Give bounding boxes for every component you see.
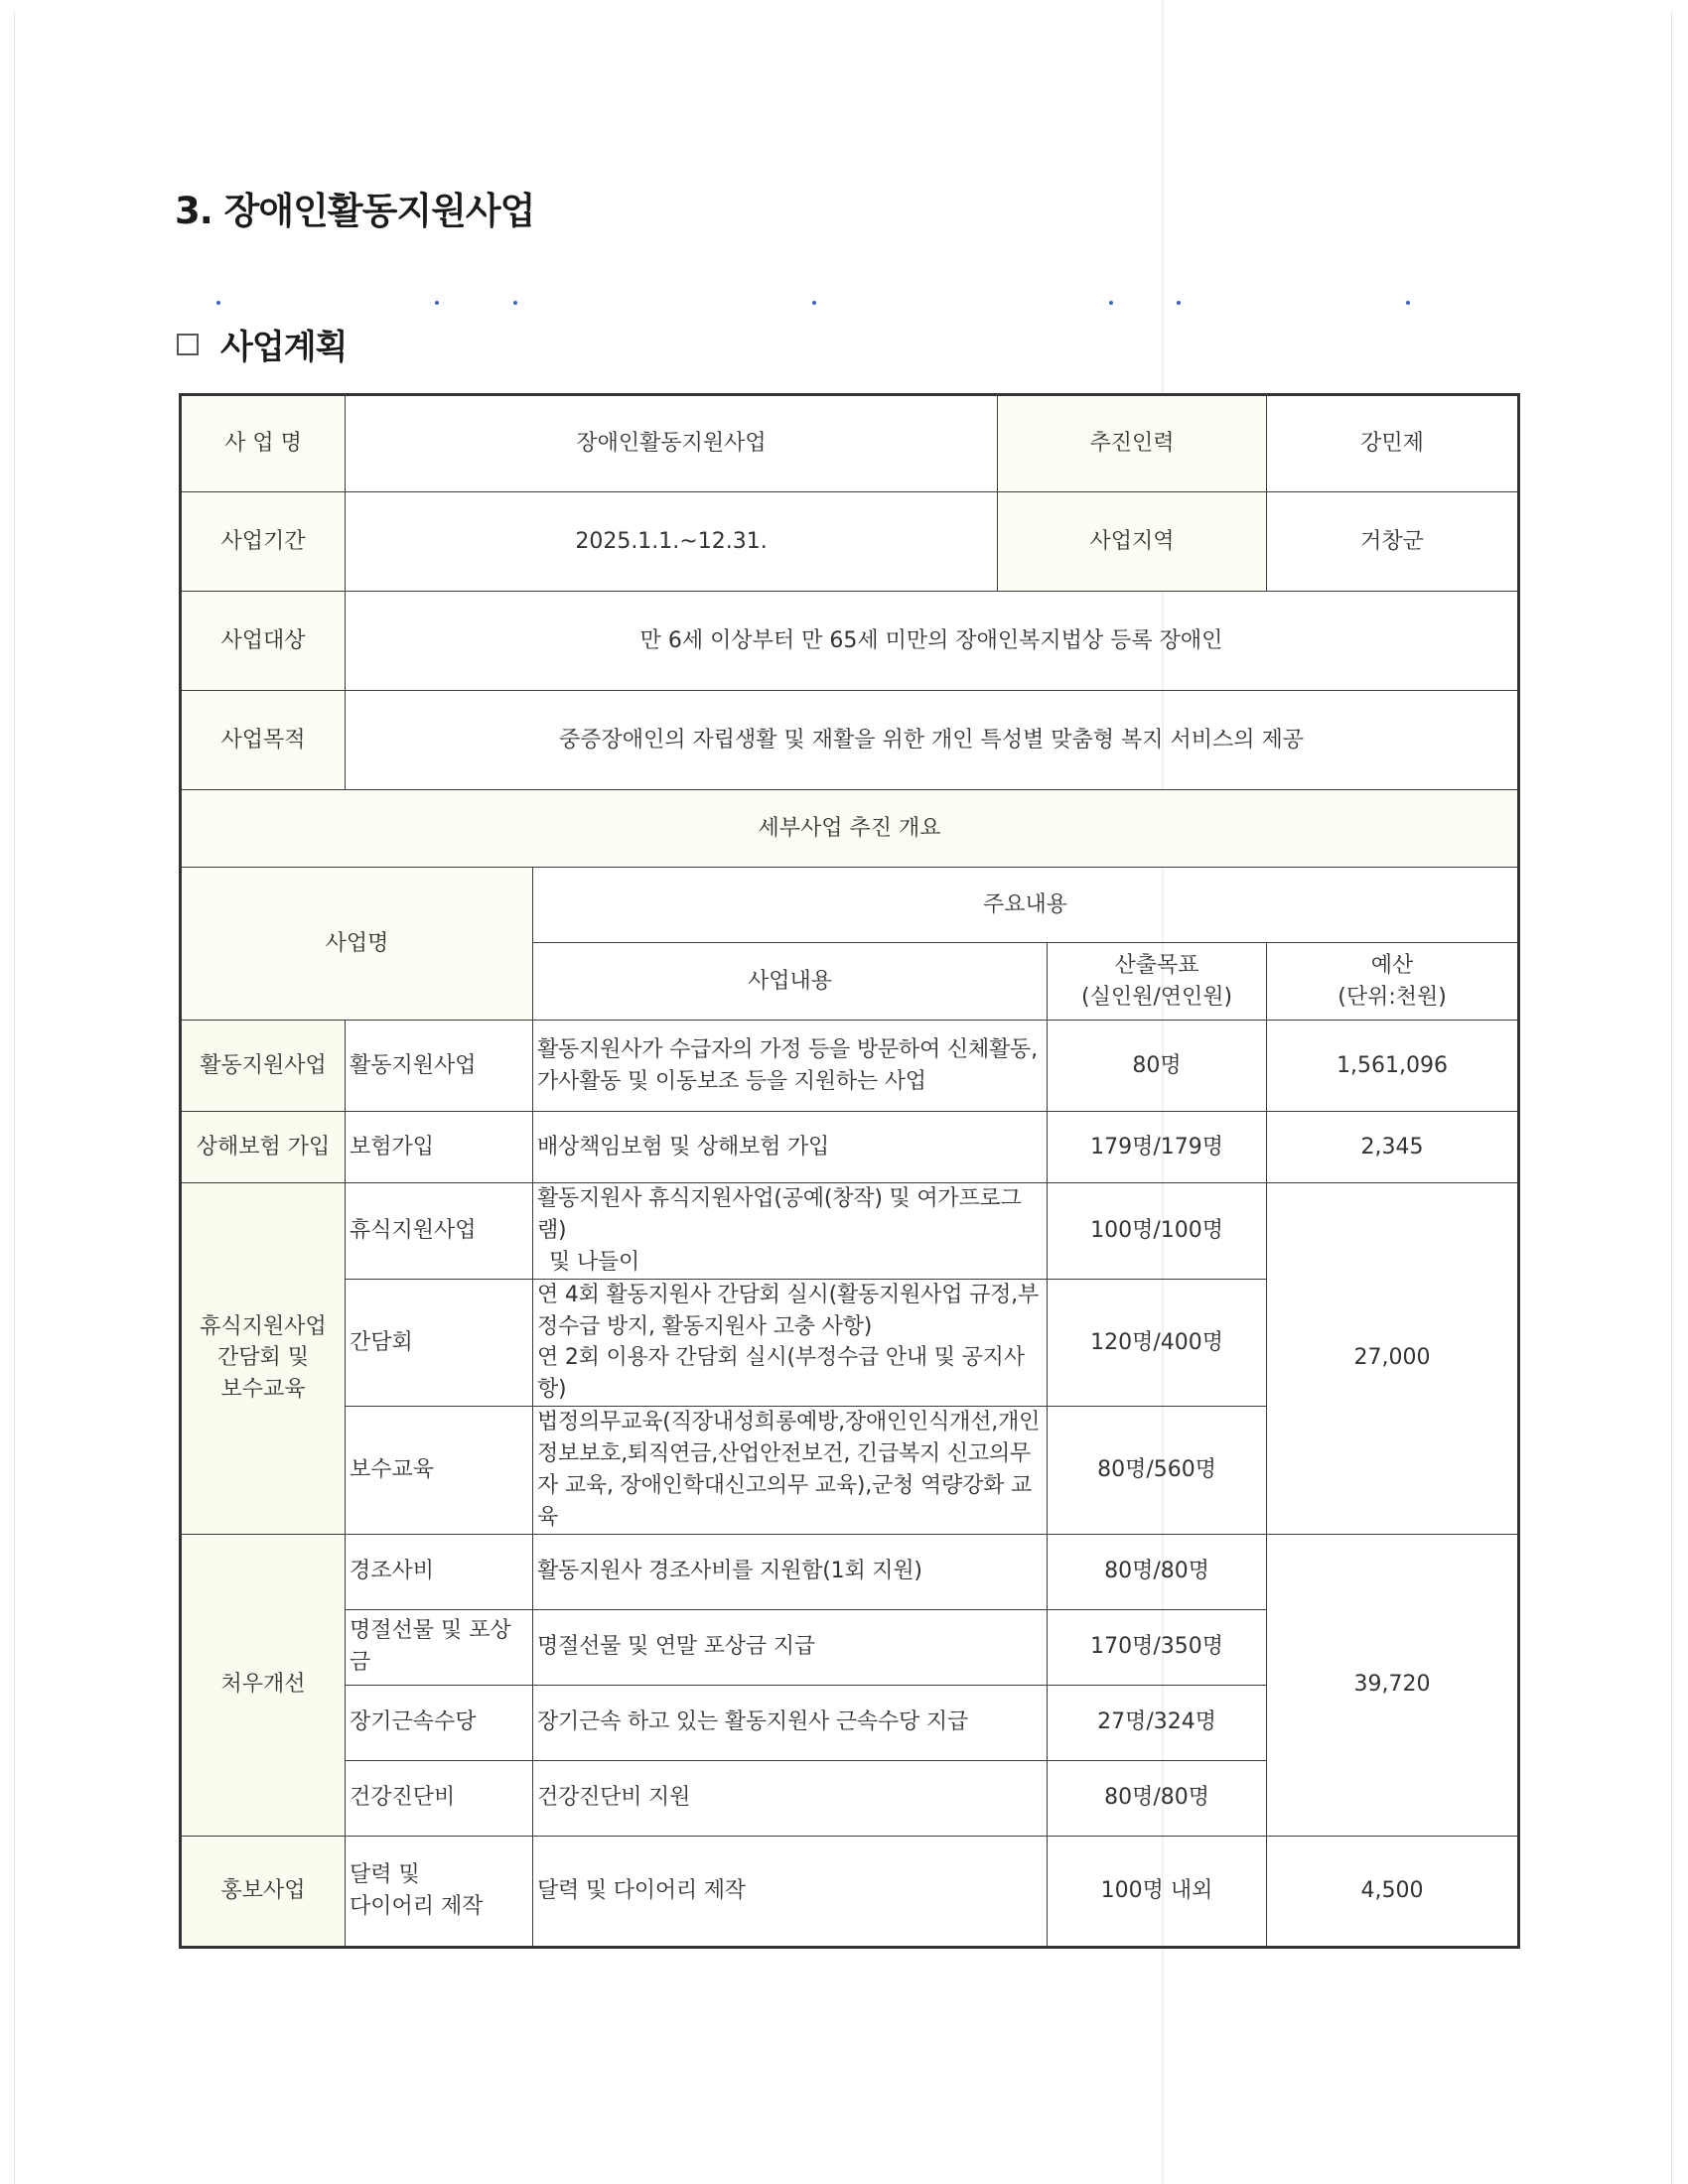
detail-content: 활동지원사가 수급자의 가정 등을 방문하여 신체활동, 가사활동 및 이동보조 등을 지원하는 사업 xyxy=(533,1021,1048,1112)
staff-label: 추진인력 xyxy=(998,395,1267,492)
detail-budget: 1,561,096 xyxy=(1267,1021,1519,1112)
details-title: 세부사업 추진 개요 xyxy=(181,790,1519,868)
detail-name-line: 다이어리 제작 xyxy=(350,1893,484,1919)
detail-group: 활동지원사업 xyxy=(181,1021,346,1112)
col-budget-header-line: 예산 xyxy=(1370,952,1414,978)
detail-name xyxy=(346,1836,533,1947)
scan-dot xyxy=(513,301,517,305)
details-title-row xyxy=(181,790,1519,868)
detail-content-line: 연 4회 활동지원사 간담회 실시(활동지원사업 규정,부정수급 방지, 활동지원사 고충 사항) xyxy=(537,1282,1040,1339)
detail-name: 명절선물 및 포상금 xyxy=(346,1609,533,1685)
detail-group-line: 휴식지원사업 xyxy=(200,1313,327,1339)
scan-dot xyxy=(1109,301,1113,305)
detail-row xyxy=(181,1836,1519,1947)
business-name-label: 사 업 명 xyxy=(181,395,346,492)
target-label: 사업대상 xyxy=(181,592,346,691)
col-target-header xyxy=(1048,943,1267,1021)
detail-row xyxy=(181,1021,1519,1112)
overview-row xyxy=(181,492,1519,592)
detail-content: 달력 및 다이어리 제작 xyxy=(533,1836,1048,1947)
target-value: 만 6세 이상부터 만 65세 미만의 장애인복지법상 등록 장애인 xyxy=(346,592,1519,691)
detail-budget: 2,345 xyxy=(1267,1112,1519,1183)
period-value: 2025.1.1.~12.31. xyxy=(346,492,998,592)
detail-target: 80명/560명 xyxy=(1048,1407,1267,1535)
detail-budget: 4,500 xyxy=(1267,1836,1519,1947)
detail-content xyxy=(533,1279,1048,1407)
detail-content: 명절선물 및 연말 포상금 지급 xyxy=(533,1609,1048,1685)
detail-name: 보수교육 xyxy=(346,1407,533,1535)
detail-content: 배상책임보험 및 상해보험 가입 xyxy=(533,1112,1048,1183)
detail-target: 170명/350명 xyxy=(1048,1609,1267,1685)
detail-name: 활동지원사업 xyxy=(346,1021,533,1112)
detail-content xyxy=(533,1183,1048,1280)
detail-name: 휴식지원사업 xyxy=(346,1183,533,1280)
period-label: 사업기간 xyxy=(181,492,346,592)
col-content-header: 사업내용 xyxy=(533,943,1048,1021)
detail-target: 27명/324명 xyxy=(1048,1685,1267,1760)
detail-content: 활동지원사 경조사비를 지원함(1회 지원) xyxy=(533,1534,1048,1609)
detail-target: 100명/100명 xyxy=(1048,1183,1267,1280)
purpose-label: 사업목적 xyxy=(181,691,346,790)
detail-target: 80명 xyxy=(1048,1021,1267,1112)
col-target-header-line: (실인원/연인원) xyxy=(1080,984,1233,1010)
detail-row xyxy=(181,1183,1519,1280)
detail-content-line: 및 나들이 xyxy=(549,1249,640,1275)
overview-row xyxy=(181,395,1519,492)
details-header-row xyxy=(181,868,1519,943)
detail-target: 80명/80명 xyxy=(1048,1534,1267,1609)
scan-dot xyxy=(216,301,220,305)
detail-target: 120명/400명 xyxy=(1048,1279,1267,1407)
section-title: 3. 장애인활동지원사업 xyxy=(175,190,535,232)
scan-dot xyxy=(812,301,816,305)
col-budget-header xyxy=(1267,943,1519,1021)
col-budget-header-line: (단위:천원) xyxy=(1337,984,1447,1010)
purpose-value: 중증장애인의 자립생활 및 재활을 위한 개인 특성별 맞춤형 복지 서비스의 제공 xyxy=(346,691,1519,790)
detail-name: 간담회 xyxy=(346,1279,533,1407)
scan-dot xyxy=(1406,301,1410,305)
region-value: 거창군 xyxy=(1267,492,1519,592)
detail-name: 보험가입 xyxy=(346,1112,533,1183)
detail-name: 건강진단비 xyxy=(346,1760,533,1836)
scan-dot xyxy=(435,301,439,305)
detail-target: 179명/179명 xyxy=(1048,1112,1267,1183)
detail-target: 80명/80명 xyxy=(1048,1760,1267,1836)
detail-name-line: 달력 및 xyxy=(350,1861,420,1887)
detail-group: 상해보험 가입 xyxy=(181,1112,346,1183)
detail-content: 장기근속 하고 있는 활동지원사 근속수당 지급 xyxy=(533,1685,1048,1760)
detail-group xyxy=(181,1183,346,1535)
subheading xyxy=(177,320,347,368)
checkbox-icon xyxy=(177,334,199,355)
col-main-header: 주요내용 xyxy=(533,868,1519,943)
overview-row xyxy=(181,592,1519,691)
staff-value: 강민제 xyxy=(1267,395,1519,492)
business-name-value: 장애인활동지원사업 xyxy=(346,395,998,492)
detail-group-line: 간담회 및 xyxy=(216,1345,309,1371)
detail-group: 홍보사업 xyxy=(181,1836,346,1947)
detail-content: 건강진단비 지원 xyxy=(533,1760,1048,1836)
business-plan-table xyxy=(179,393,1520,1949)
overview-row xyxy=(181,691,1519,790)
detail-row xyxy=(181,1534,1519,1609)
detail-content-line: 연 2회 이용자 간담회 실시(부정수급 안내 및 공지사항) xyxy=(537,1345,1025,1403)
detail-row xyxy=(181,1112,1519,1183)
col-business-header: 사업명 xyxy=(181,868,533,1021)
detail-budget: 27,000 xyxy=(1267,1183,1519,1535)
detail-target: 100명 내외 xyxy=(1048,1836,1267,1947)
col-target-header-line: 산출목표 xyxy=(1114,952,1199,978)
detail-group-line: 보수교육 xyxy=(220,1377,306,1403)
detail-budget: 39,720 xyxy=(1267,1534,1519,1836)
region-label: 사업지역 xyxy=(998,492,1267,592)
scan-dot xyxy=(1177,301,1181,305)
detail-content-line: 활동지원사 휴식지원사업(공예(창작) 및 여가프로그램) xyxy=(537,1186,1022,1243)
subheading-text: 사업계획 xyxy=(220,328,348,367)
detail-content: 법정의무교육(직장내성희롱예방,장애인인식개선,개인정보보호,퇴직연금,산업안전보건, 긴급복지 신고의무자 교육, 장애인학대신고의무 교육),군청 역량강화 교육 xyxy=(533,1407,1048,1535)
detail-name: 장기근속수당 xyxy=(346,1685,533,1760)
detail-group: 처우개선 xyxy=(181,1534,346,1836)
detail-name: 경조사비 xyxy=(346,1534,533,1609)
